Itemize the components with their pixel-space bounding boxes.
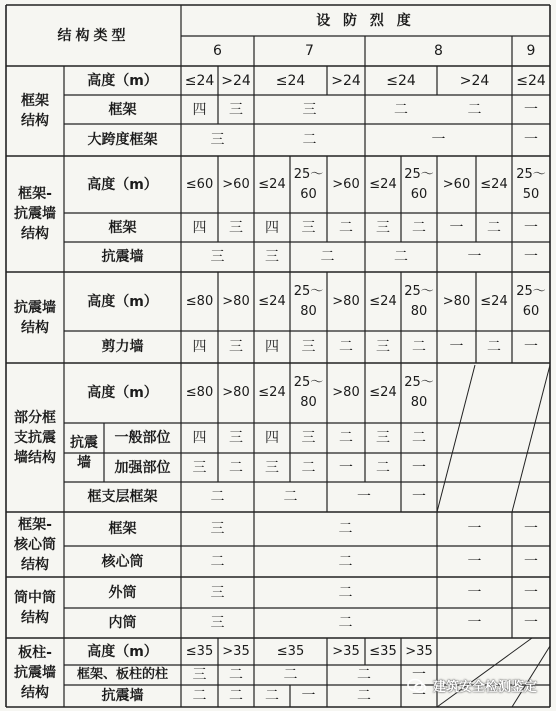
grade-cell: 一 [467,553,482,570]
height-cell: ≤24 [258,176,286,192]
grade-cell: 二 [339,430,353,446]
height-cell: 25～ 80 [293,283,324,319]
height-cell: 25～ 60 [516,283,546,319]
height-cell: ≤80 [185,385,214,400]
height-cell: 25～ 80 [293,375,324,410]
grade-cell: 二 [357,667,371,683]
grade-cell: 三 [229,430,243,446]
group-tube-in-tube: 筒中筒 结构 [14,589,56,626]
grade-cell: 四 [192,219,207,236]
row-label-shear-wall: 抗震墙 [101,688,144,704]
grade-cell: 一 [524,339,538,355]
grade-cell: 一 [339,459,353,476]
grade-cell: 三 [210,521,225,537]
grade-cell: 二 [338,584,353,601]
grade-cell: 一 [412,667,426,683]
grade-cell: 四 [265,430,279,446]
grade-cell: 一 [524,615,538,631]
grade-cell: 一 [449,219,464,236]
height-cell: >35 [222,643,250,659]
grade-cell: 一 [524,521,538,537]
height-cell: 25～ 50 [516,166,546,202]
grade-cell: 一 [412,688,426,704]
row-label-slab-column: 框架、板柱的柱 [76,667,168,682]
header-intensity-level: 6 [213,43,222,59]
wechat-icon [407,678,427,694]
height-cell: ≤24 [516,72,546,89]
height-cell: ≤24 [184,72,215,89]
grade-cell: 三 [192,459,207,476]
watermark [407,676,537,695]
height-cell: ≤24 [369,293,397,309]
grade-cell: 二 [339,339,353,355]
grade-cell: 三 [192,667,207,683]
grade-cell: 二 [394,101,408,118]
group-frame-core-tube: 框架- 核心筒 结构 [14,516,56,573]
grade-cell: 三 [210,132,225,148]
height-cell: 25～ 60 [404,166,434,202]
grade-cell: 二 [412,339,426,355]
grade-cell: 四 [192,430,207,446]
grade-cell: 三 [376,339,390,355]
group-frame-shear-wall: 框架- 抗震墙 结构 [14,186,56,242]
header-structure-type: 结构类型 [57,27,130,44]
grade-cell: 二 [338,615,353,631]
grade-cell: 三 [376,219,390,236]
grade-cell: 一 [412,489,426,505]
grade-cell: 三 [301,430,316,446]
height-cell: >35 [405,643,433,659]
group-shear-wall: 抗震墙 结构 [14,299,56,336]
grade-cell: 四 [265,219,279,236]
grade-cell: 一 [524,553,538,570]
height-cell: >60 [222,176,250,192]
height-cell: ≤24 [480,176,508,192]
row-label-frame: 框架 [108,219,137,236]
height-cell: 25～ 60 [293,166,324,202]
row-label-long-span-frame: 大跨度框架 [87,132,158,148]
height-cell: >60 [332,176,360,192]
grade-cell: 四 [265,339,279,355]
header-intensity-level: 7 [305,43,314,59]
grade-cell: 三 [265,249,279,265]
grade-cell: 二 [394,249,408,265]
grade-cell: 二 [210,553,225,570]
height-cell: >60 [442,176,471,192]
height-cell: >24 [221,72,251,89]
grade-cell: 一 [467,615,482,631]
grade-cell: 二 [210,489,225,505]
grade-cell: 二 [283,489,298,505]
grade-cell: 一 [431,132,446,148]
row-label-outer-tube: 外筒 [108,584,137,601]
height-cell: >80 [222,385,250,400]
grade-cell: 二 [283,667,298,683]
row-label-frame: 框架 [108,101,137,118]
grade-cell: 一 [449,339,464,355]
height-cell: >24 [459,72,490,89]
grade-cell: 二 [339,219,353,236]
grade-cell: 二 [229,667,243,683]
height-cell: ≤24 [386,72,416,89]
height-cell: ≤24 [258,293,286,309]
grade-cell: 二 [320,249,335,265]
grade-cell: 二 [412,219,426,236]
height-cell: >35 [332,643,360,659]
header-intensity-level: 9 [526,43,536,59]
height-cell: 25～ 80 [404,283,434,319]
height-cell: ≤24 [369,176,397,192]
grade-cell: 一 [524,101,538,118]
height-cell: ≤24 [258,385,286,400]
height-cell: >80 [332,385,360,400]
grade-cell: 二 [467,101,482,118]
height-cell: >24 [331,72,361,89]
height-cell: >80 [222,293,250,309]
grade-cell: 三 [210,584,225,601]
height-cell: >80 [442,293,471,309]
row-label-general-part: 一般部位 [114,430,171,446]
grade-cell: 三 [301,219,316,236]
height-cell: ≤24 [275,72,306,89]
group-slab-column-shear-wall: 板柱- 抗震墙 结构 [14,644,56,701]
row-label-height: 高度（m） [87,176,158,193]
grid-line-100 [437,638,532,707]
row-label-strengthened-part: 加强部位 [114,459,171,476]
grade-cell: 三 [301,339,316,355]
height-cell: 25～ 80 [404,375,434,410]
grade-cell: 二 [487,339,501,355]
height-cell: ≤35 [276,643,305,659]
grade-cell: 二 [412,430,426,446]
height-cell: ≤35 [185,643,214,659]
grid-line-98 [437,365,475,512]
height-cell: >80 [332,293,360,309]
grade-cell: 一 [467,584,482,601]
grade-cell: 三 [376,430,390,446]
grade-cell: 一 [357,489,371,505]
row-label-height: 高度（m） [87,72,158,89]
grade-cell: 二 [265,688,279,704]
grade-cell: 四 [192,339,207,355]
row-label-height: 高度（m） [87,643,158,660]
grade-cell: 一 [524,249,538,265]
row-label-inner-tube: 内筒 [108,615,137,631]
row-label-shear-wall: 抗震 墙 [70,434,98,471]
grade-cell: 一 [412,459,426,476]
group-frame: 框架 结构 [21,93,49,129]
grade-cell: 一 [467,521,482,537]
height-cell: ≤60 [185,176,214,192]
grade-cell: 三 [302,101,317,118]
grade-cell: 二 [229,688,243,704]
grade-cell: 二 [487,219,501,236]
height-cell: ≤24 [480,293,508,309]
height-cell: ≤80 [185,293,214,309]
grid-line-99 [512,365,550,512]
grade-cell: 三 [229,339,243,355]
row-label-height: 高度（m） [87,385,158,401]
height-cell: ≤35 [369,643,397,659]
grade-cell: 三 [229,219,243,236]
row-label-height: 高度（m） [87,293,158,310]
grade-cell: 一 [524,132,538,148]
grade-cell: 二 [301,459,316,476]
watermark-text: 建筑安全检测鉴定 [433,680,538,695]
row-label-shear-wall: 剪力墙 [101,339,144,355]
grade-cell: 二 [229,459,243,476]
grade-cell: 一 [467,249,482,265]
grade-cell: 二 [302,132,317,148]
grade-cell: 二 [192,688,207,704]
height-cell: ≤24 [369,385,397,400]
grade-cell: 二 [357,688,371,704]
row-label-core-tube: 核心筒 [101,553,144,570]
grade-cell: 二 [338,521,353,537]
grade-cell: 一 [524,219,538,236]
grade-cell: 三 [210,615,225,631]
header-intensity-level: 8 [434,43,443,59]
grade-cell: 一 [301,688,316,704]
row-label-frame: 框架 [108,521,137,537]
grade-cell: 三 [210,249,225,265]
header-intensity: 设 防 烈 度 [316,12,415,29]
grade-cell: 二 [376,459,390,476]
row-label-transfer-frame: 框支层框架 [87,489,158,505]
grade-cell: 四 [192,101,207,118]
grade-cell: 三 [265,459,279,476]
group-partial-frame-supported: 部分框 支抗震 墙结构 [14,409,56,466]
row-label-shear-wall: 抗震墙 [101,249,144,265]
grade-cell: 二 [338,553,353,570]
grade-cell: 一 [524,584,538,601]
grade-cell: 三 [229,101,243,118]
